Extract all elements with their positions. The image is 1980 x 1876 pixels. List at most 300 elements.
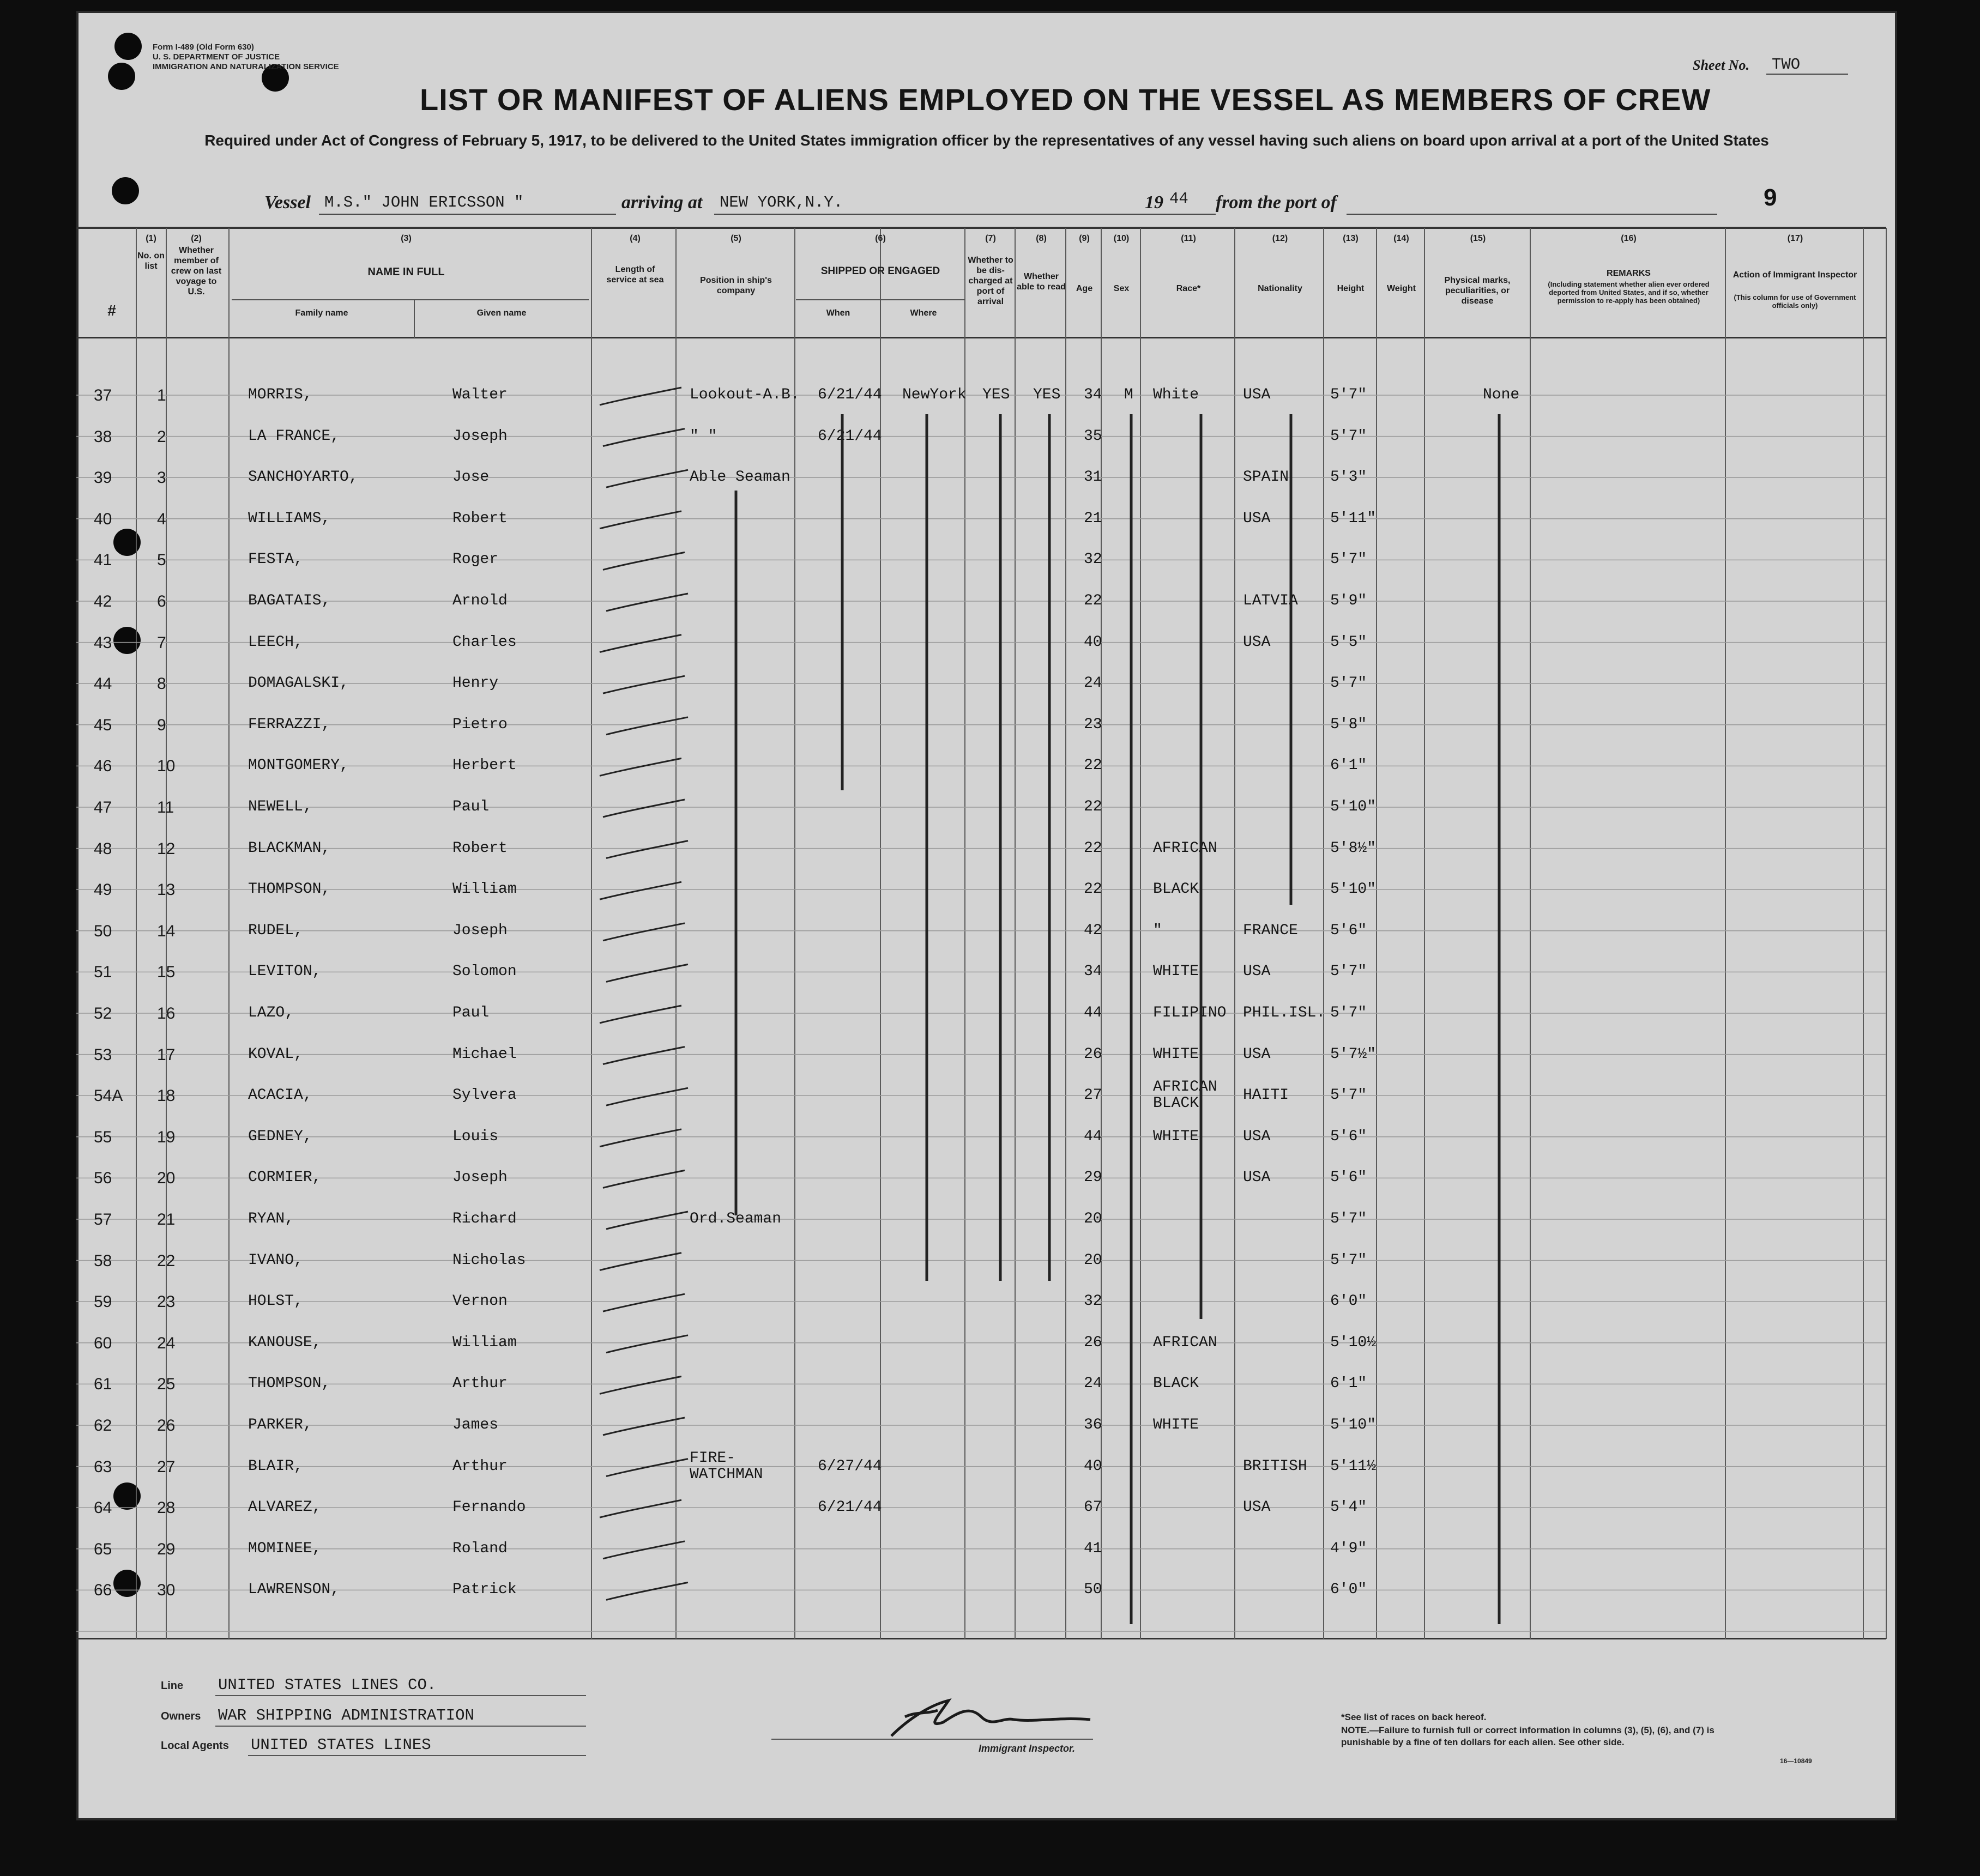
row-nationality: USA [1243,1045,1271,1063]
row-given-name: Solomon [452,963,517,981]
row-list-number: 22 [157,1251,176,1270]
row-height: 5'6" [1330,1128,1367,1145]
row-ref-number: 64 [94,1499,112,1517]
owners-label: Owners [161,1710,201,1722]
row-given-name: Michael [452,1045,517,1063]
col3-family-label: Family name [295,308,348,318]
arriving-port: NEW YORK,N.Y. [720,193,843,211]
row-age: 26 [1084,1045,1102,1063]
col15-label: Physical marks, peculiarities, or disease [1444,276,1511,306]
row-given-name: Paul [452,798,490,815]
row-family-name: BLAIR, [248,1457,303,1475]
row-given-name: James [452,1417,499,1433]
row-height: 5'11½ [1330,1457,1377,1475]
row-ref-number: 42 [94,592,112,610]
department-name: U. S. DEPARTMENT OF JUSTICE [153,52,280,62]
row-given-name: Joseph [452,427,508,445]
row-height: 5'7½" [1330,1045,1377,1063]
row-list-number: 29 [157,1540,176,1558]
row-list-number: 10 [157,757,176,776]
col5-label: Position in ship's company [700,276,772,295]
row-age: 67 [1084,1499,1102,1516]
row-given-name: Sylvera [452,1087,517,1104]
page-number: 9 [1764,184,1777,211]
row-list-number: 14 [157,922,176,940]
row-ref-number: 55 [94,1128,112,1146]
row-age: 36 [1084,1417,1102,1433]
row-nationality: USA [1243,1128,1271,1145]
row-race: AFRICAN [1153,839,1217,857]
row-ref-number: 40 [94,510,112,528]
row-height: 5'7" [1330,427,1367,445]
col15-num: (15) [1470,234,1486,243]
service-tick-mark [606,1212,688,1229]
col6-label: SHIPPED OR ENGAGED [820,265,940,277]
row-age: 24 [1084,1375,1102,1393]
service-name: IMMIGRATION AND NATURALIZATION SERVICE [153,62,339,71]
row-ref-number: 56 [94,1169,112,1188]
row-family-name: LAZO, [248,1004,294,1021]
row-age: 29 [1084,1169,1102,1187]
agents-label: Local Agents [161,1740,229,1752]
service-tick-mark [603,800,685,817]
row-ref-number: 47 [94,798,112,816]
row-family-name: RUDEL, [248,922,303,939]
col7-label: Whether to be dis-charged at port of arrival [968,256,1013,306]
row-given-name: Jose [452,469,490,486]
row-given-name: Vernon [452,1293,508,1310]
col8-label: Whether able to read [1017,272,1066,292]
row-list-number: 8 [157,675,166,693]
row-height: 5'7" [1330,963,1367,981]
row-family-name: ACACIA, [248,1087,312,1104]
service-tick-mark [606,717,688,735]
service-tick-mark [606,964,688,982]
row-ref-number: 51 [94,963,112,982]
row-ref-number: 59 [94,1293,112,1311]
page-title: LIST OR MANIFEST OF ALIENS EMPLOYED ON THE VESSEL AS MEMBERS OF CREW [420,82,1711,117]
row-given-name: Patrick [452,1581,517,1599]
inspector-signature [891,1700,1090,1736]
row-family-name: ALVAREZ, [248,1499,322,1516]
row-list-number: 30 [157,1581,176,1600]
row-family-name: KANOUSE, [248,1334,322,1351]
service-tick-mark [603,1170,685,1188]
row-height: 5'10" [1330,798,1377,815]
col14-num: (14) [1393,234,1409,243]
row-age: 23 [1084,716,1102,733]
page-subtitle: Required under Act of Congress of February 5, 1917, to be delivered to the United States immigration officer by the representatives of any vessel having such aliens on board upon arrival at a port of the United States [204,132,1769,149]
row-able-to-read: YES [1033,386,1061,403]
row-list-number: 26 [157,1417,176,1435]
row-nationality: USA [1243,633,1271,651]
sheet-label: Sheet No. [1693,57,1749,73]
row-family-name: MONTGOMERY, [248,757,349,774]
service-tick-mark [603,1541,685,1559]
row-race: AFRICAN BLACK [1153,1079,1217,1112]
row-nationality: USA [1243,1169,1271,1187]
row-height: 6'0" [1330,1293,1367,1310]
row-height: 5'10½ [1330,1334,1377,1351]
service-tick-mark [606,1335,688,1353]
row-shipped-where: NewYork [902,386,967,403]
row-ref-number: 61 [94,1375,112,1394]
row-race: WHITE [1153,963,1199,981]
row-height: 5'7" [1330,1251,1367,1269]
row-nationality: HAITI [1243,1087,1289,1104]
row-race: WHITE [1153,1417,1199,1433]
row-age: 27 [1084,1087,1102,1104]
row-given-name: Joseph [452,922,508,939]
row-age: 40 [1084,1457,1102,1475]
service-tick-mark [600,1006,681,1023]
row-given-name: Arnold [452,592,508,609]
row-list-number: 19 [157,1128,176,1146]
service-tick-mark [603,552,685,570]
row-shipped-when: 6/21/44 [818,386,882,403]
service-tick-mark [600,758,681,776]
row-family-name: THOMPSON, [248,1375,331,1393]
agents-value: UNITED STATES LINES [251,1736,431,1754]
row-list-number: 20 [157,1169,176,1188]
row-given-name: Nicholas [452,1251,526,1269]
col16-note: (Including statement whether alien ever ordered deported from United States, and if so, whether permission to re-apply has been obtained) [1548,280,1710,305]
service-tick-mark [606,1459,688,1476]
row-family-name: FESTA, [248,551,303,568]
row-family-name: GEDNEY, [248,1128,312,1145]
print-code: 16—10849 [1780,1757,1812,1765]
col9-num: (9) [1079,234,1090,243]
row-age: 22 [1084,839,1102,857]
col13-label: Height [1337,284,1365,293]
row-family-name: SANCHOYARTO, [248,469,358,486]
row-given-name: Charles [452,633,517,651]
row-given-name: Fernando [452,1499,526,1516]
row-position: " " [690,427,717,445]
row-physical-marks: None [1483,386,1520,403]
row-race: BLACK [1153,881,1199,898]
col3-num: (3) [401,234,412,243]
row-height: 5'4" [1330,1499,1367,1516]
row-ref-number: 43 [94,633,112,652]
service-tick-mark [603,429,685,446]
row-nationality: USA [1243,386,1271,403]
row-ref-number: 39 [94,469,112,487]
row-nationality: SPAIN [1243,469,1289,486]
row-list-number: 23 [157,1293,176,1311]
row-age: 42 [1084,922,1102,939]
col11-num: (11) [1181,234,1196,243]
service-tick-mark [600,1376,681,1394]
col17-num: (17) [1787,234,1803,243]
vessel-name: M.S." JOHN ERICSSON " [324,193,524,211]
col6-when-label: When [826,308,850,318]
row-family-name: KOVAL, [248,1045,303,1063]
row-family-name: MOMINEE, [248,1540,322,1557]
row-age: 32 [1084,1293,1102,1310]
service-tick-mark [603,676,685,693]
col2-label: Whether member of crew on last voyage to U.S. [171,246,222,296]
row-age: 20 [1084,1251,1102,1269]
col16-num: (16) [1621,234,1637,243]
race-note: *See list of races on back hereof. [1341,1712,1487,1722]
row-given-name: Roland [452,1540,508,1557]
row-age: 35 [1084,427,1102,445]
row-given-name: Richard [452,1211,517,1227]
row-list-number: 28 [157,1499,176,1517]
row-race: AFRICAN [1153,1334,1217,1351]
row-age: 32 [1084,551,1102,568]
row-age: 50 [1084,1581,1102,1599]
service-tick-mark [606,1582,688,1600]
row-position: Lookout-A.B. [690,386,800,403]
row-race: BLACK [1153,1375,1199,1393]
row-given-name: William [452,881,517,898]
row-ref-number: 65 [94,1540,112,1558]
row-list-number: 4 [157,510,166,528]
row-nationality: BRITISH [1243,1457,1307,1475]
col17-label: Action of Immigrant Inspector [1732,270,1857,280]
col2-num: (2) [191,234,202,243]
row-family-name: LEECH, [248,633,303,651]
row-family-name: DOMAGALSKI, [248,675,349,692]
col1-num: (1) [146,234,156,243]
row-list-number: 7 [157,633,166,652]
row-nationality: PHIL.ISL. [1243,1004,1326,1021]
row-given-name: Robert [452,510,508,527]
row-height: 5'10" [1330,881,1377,898]
row-given-name: Louis [452,1128,499,1145]
agents-underline [248,1755,586,1756]
row-list-number: 12 [157,839,176,858]
row-family-name: FERRAZZI, [248,716,331,733]
col8-num: (8) [1036,234,1047,243]
row-family-name: MORRIS, [248,386,312,403]
row-list-number: 1 [157,386,166,404]
row-age: 24 [1084,675,1102,692]
row-given-name: Henry [452,675,499,692]
row-nationality: USA [1243,1499,1271,1516]
row-age: 34 [1084,386,1102,403]
service-tick-mark [603,1294,685,1311]
row-height: 5'7" [1330,1211,1367,1227]
row-height: 5'7" [1330,386,1367,403]
row-height: 5'6" [1330,922,1367,939]
row-age: 31 [1084,469,1102,486]
row-age: 21 [1084,510,1102,527]
inspector-label: Immigrant Inspector. [979,1743,1076,1754]
row-ref-number: 53 [94,1045,112,1064]
row-height: 5'7" [1330,1087,1367,1104]
row-family-name: WILLIAMS, [248,510,331,527]
col11-label: Race* [1176,284,1201,293]
row-nationality: FRANCE [1243,922,1298,939]
col3-given-label: Given name [476,308,527,318]
row-ref-number: 58 [94,1251,112,1270]
row-ref-number: 37 [94,386,112,404]
service-tick-mark [603,923,685,941]
line-label: Line [161,1680,184,1692]
row-given-name: Robert [452,839,508,857]
row-ref-number: 54A [94,1087,123,1105]
row-race: FILIPINO [1153,1004,1227,1021]
row-family-name: LEVITON, [248,963,322,981]
service-tick-mark [600,388,681,405]
arriving-label: arriving at [621,192,703,213]
service-tick-mark [606,470,688,487]
year-value: 44 [1169,190,1188,208]
row-age: 34 [1084,963,1102,981]
row-age: 40 [1084,633,1102,651]
row-ref-number: 57 [94,1211,112,1229]
row-height: 4'9" [1330,1540,1367,1557]
col4-label: Length of service at sea [606,265,664,285]
owners-underline [215,1726,586,1727]
row-discharged: YES [982,386,1010,403]
row-family-name: BLACKMAN, [248,839,331,857]
line-underline [215,1695,586,1696]
row-nationality: USA [1243,963,1271,981]
col13-num: (13) [1343,234,1359,243]
service-tick-mark [600,511,681,529]
hash-column-header: # [107,302,116,319]
service-tick-mark [600,882,681,899]
row-race: " [1153,922,1162,939]
col12-label: Nationality [1258,284,1302,293]
row-age: 26 [1084,1334,1102,1351]
row-ref-number: 38 [94,427,112,446]
row-sex: M [1124,386,1133,403]
row-shipped-when: 6/21/44 [818,1499,882,1516]
service-tick-mark [606,841,688,858]
col9-label: Age [1076,284,1093,293]
row-height: 5'6" [1330,1169,1367,1187]
row-family-name: CORMIER, [248,1169,322,1187]
service-tick-mark [603,1047,685,1064]
row-ref-number: 49 [94,881,112,899]
row-given-name: Pietro [452,716,508,733]
from-port-label: from the port of [1216,192,1337,213]
service-tick-mark [606,1088,688,1105]
col4-num: (4) [630,234,641,243]
row-position: Ord.Seaman [690,1211,782,1227]
row-height: 5'7" [1330,551,1367,568]
row-list-number: 13 [157,881,176,899]
row-age: 41 [1084,1540,1102,1557]
row-family-name: NEWELL, [248,798,312,815]
service-tick-mark [600,635,681,652]
row-family-name: IVANO, [248,1251,303,1269]
row-ref-number: 62 [94,1417,112,1435]
row-age: 44 [1084,1128,1102,1145]
col5-num: (5) [731,234,741,243]
col12-num: (12) [1272,234,1288,243]
row-ref-number: 46 [94,757,112,776]
row-list-number: 5 [157,551,166,570]
row-list-number: 21 [157,1211,176,1229]
manifest-sheet [76,11,1897,1820]
row-shipped-when: 6/21/44 [818,427,882,445]
row-given-name: Roger [452,551,499,568]
row-list-number: 17 [157,1045,176,1064]
inspector-signature-line [771,1739,1093,1740]
failure-note: NOTE.—Failure to furnish full or correct information in columns (3), (5), (6), and (7) is punishable by a fine of ten dollars for each alien. See other side. [1341,1725,1715,1747]
owners-value: WAR SHIPPING ADMINISTRATION [218,1706,474,1724]
row-position: FIRE- WATCHMAN [690,1449,763,1483]
row-family-name: LA FRANCE, [248,427,340,445]
row-height: 5'7" [1330,675,1367,692]
row-ref-number: 60 [94,1334,112,1352]
row-ref-number: 66 [94,1581,112,1600]
row-height: 5'8" [1330,716,1367,733]
row-race: White [1153,386,1199,403]
line-value: UNITED STATES LINES CO. [218,1676,437,1694]
row-age: 20 [1084,1211,1102,1227]
row-race: WHITE [1153,1045,1199,1063]
row-ref-number: 50 [94,922,112,940]
handwritten-marks [76,11,1897,1820]
row-family-name: HOLST, [248,1293,303,1310]
col16-label: REMARKS [1607,269,1651,278]
col17-note: (This column for use of Government officials only) [1734,293,1856,310]
row-age: 22 [1084,757,1102,774]
row-given-name: Paul [452,1004,490,1021]
sheet-number: TWO [1772,56,1801,74]
service-tick-mark [600,1500,681,1517]
col6-num: (6) [875,234,886,243]
row-list-number: 3 [157,469,166,487]
row-height: 5'5" [1330,633,1367,651]
col6-where-label: Where [910,308,937,318]
row-list-number: 18 [157,1087,176,1105]
row-height: 6'0" [1330,1581,1367,1599]
row-given-name: William [452,1334,517,1351]
row-family-name: THOMPSON, [248,881,331,898]
row-height: 5'8½" [1330,839,1377,857]
row-family-name: LAWRENSON, [248,1581,340,1599]
row-ref-number: 52 [94,1004,112,1022]
col1-label: No. on list [137,251,165,271]
row-age: 44 [1084,1004,1102,1021]
row-ref-number: 45 [94,716,112,734]
row-position: Able Seaman [690,469,790,486]
col14-label: Weight [1386,284,1416,293]
service-tick-mark [600,1129,681,1147]
row-family-name: RYAN, [248,1211,294,1227]
row-height: 6'1" [1330,757,1367,774]
row-family-name: BAGATAIS, [248,592,331,609]
row-given-name: Herbert [452,757,517,774]
row-height: 5'3" [1330,469,1367,486]
row-list-number: 24 [157,1334,176,1352]
row-ref-number: 63 [94,1457,112,1476]
row-height: 5'9" [1330,592,1367,609]
row-nationality: LATVIA [1243,592,1298,609]
col10-num: (10) [1113,234,1130,243]
service-tick-mark [603,1418,685,1435]
row-family-name: PARKER, [248,1417,312,1433]
row-age: 22 [1084,798,1102,815]
col10-label: Sex [1113,284,1130,293]
row-height: 5'10" [1330,1417,1377,1433]
row-list-number: 6 [157,592,166,610]
row-height: 5'11" [1330,510,1377,527]
row-age: 22 [1084,881,1102,898]
row-list-number: 16 [157,1004,176,1022]
row-list-number: 9 [157,716,166,734]
year-prefix: 19 [1145,192,1163,213]
row-given-name: Walter [452,386,508,403]
